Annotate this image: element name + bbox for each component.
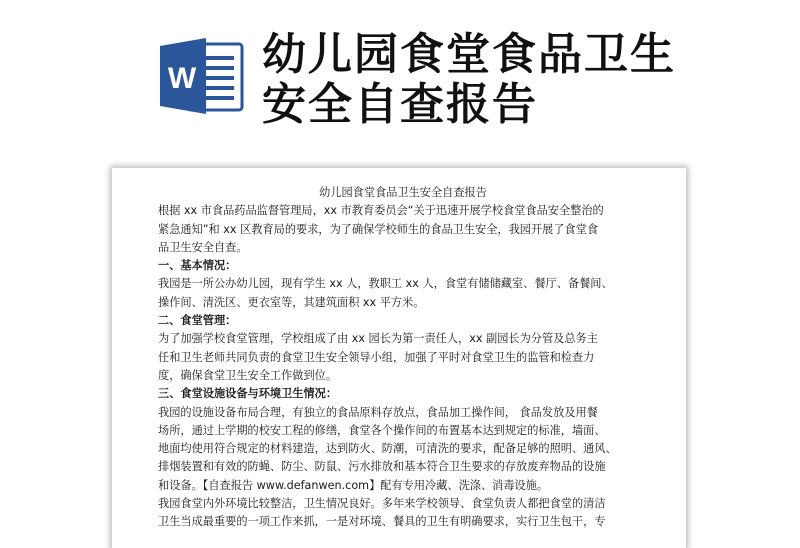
- page-title-line-1: 幼儿园食堂食品卫生: [262, 29, 676, 80]
- section-facilities-text: [158, 404, 648, 532]
- text-line: 卫生当成最重要的一项工作来抓，一是对环境、餐具的卫生有明确要求，实行卫生包干，专: [158, 515, 606, 529]
- section-canteen-management-text: [158, 330, 648, 385]
- text-line: 场所，通过上学期的校安工程的修缮，食堂各个操作间的布置基本达到规定的标准，墙面、: [158, 423, 606, 437]
- text-line: 我园的设施设备布局合理，有独立的食品原料存放点，食品加工操作间， 食品发放及用餐: [158, 405, 598, 419]
- text-line: 排烟装置和有效的防蝇、防尘、防鼠、污水排放和基本符合卫生要求的存放废弃物品的设施: [158, 460, 606, 474]
- intro-paragraph: [158, 202, 648, 257]
- section-basic-info-text: [158, 275, 648, 312]
- section-heading-basic-info: 一、基本情况：: [158, 259, 237, 273]
- text-line: 地面均使用符合规定的材料建造，达到防火、防潮，可清洗的要求，配备足够的照明、通风、: [158, 442, 617, 456]
- page-title-line-2: 安全自查报告: [262, 79, 538, 130]
- section-heading-canteen-management: 二、食堂管理：: [158, 314, 237, 328]
- word-icon: [158, 36, 244, 116]
- text-line: 为了加强学校食堂管理，学校组成了由 xx 园长为第一责任人，xx 副园长为分管及总务主: [158, 332, 598, 346]
- section-heading-facilities: 三、食堂设施设备与环境卫生情况：: [158, 387, 338, 401]
- text-line: 度，确保食堂卫生安全工作做到位。: [158, 368, 338, 382]
- document-body: [158, 184, 648, 532]
- document-page: [112, 168, 686, 548]
- word-icon-letter: W: [167, 62, 197, 95]
- document-title: 幼儿园食堂食品卫生安全自查报告: [319, 186, 487, 199]
- text-line: 和设备。【自查报告 www.defanwen.com】配有专用冷藏、洗涤、消毒设施。: [158, 478, 549, 492]
- page-title: [262, 30, 782, 130]
- text-line: 我园食堂内外环境比较整洁，卫生情况良好。多年来学校领导、食堂负责人都把食堂的清洁: [158, 497, 606, 511]
- text-line: 任和卫生老师共同负责的食堂卫生安全领导小组，加强了平时对食堂卫生的监管和检查力: [158, 350, 595, 364]
- text-line: 操作间、清洗区、更衣室等，其建筑面积 xx 平方米。: [158, 295, 425, 309]
- text-line: 紧急通知”和 xx 区教育局的要求，为了确保学校师生的食品卫生安全，我园开展了食堂食: [158, 222, 599, 236]
- text-line: 品卫生安全自查。: [158, 240, 248, 254]
- header: [0, 0, 800, 160]
- text-line: 根据 xx 市食品药品监督管理局，xx 市教育委员会“关于迅速开展学校食堂食品安全整治的: [158, 204, 604, 218]
- text-line: 我园是一所公办幼儿园，现有学生 xx 人，教职工 xx 人，食堂有储储藏室、餐厅、备餐间、: [158, 277, 613, 291]
